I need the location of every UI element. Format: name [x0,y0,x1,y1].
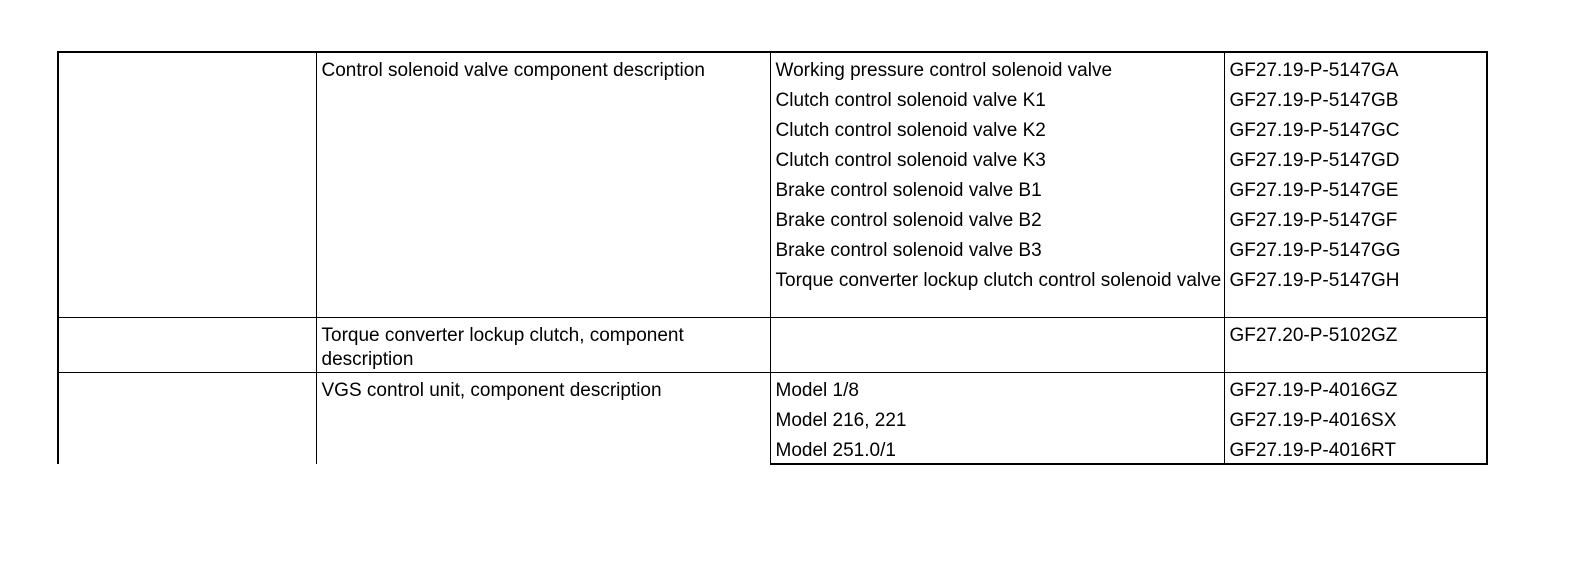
document-number: GF27.19-P-5147GA [1229,60,1399,81]
document-number: GF27.19-P-5147GC [1229,120,1400,141]
component-text [776,318,1224,324]
description-text: Torque converter lockup clutch, component description [321,325,684,370]
component-text: Model 216, 221 [775,410,907,431]
component-cell [770,52,1224,83]
document-cell [1224,83,1487,113]
description-text: VGS control unit, component description [321,380,662,401]
component-text: Clutch control solenoid valve K3 [775,150,1046,171]
table-row [58,52,1487,83]
component-cell [770,373,1224,404]
table-row [58,373,1487,404]
document-number: GF27.19-P-5147GE [1229,180,1399,201]
document-number: GF27.20-P-5102GZ [1229,325,1398,346]
component-text: Model 251.0/1 [775,440,896,461]
document-cell [1224,203,1487,233]
blank-cell [58,373,316,465]
document-number: GF27.19-P-5147GF [1229,210,1398,231]
document-cell [1224,403,1487,433]
component-text: Brake control solenoid valve B1 [775,180,1042,201]
document-number: GF27.19-P-5147GB [1229,90,1399,111]
component-cell [770,173,1224,203]
description-cell [316,52,770,318]
blank-cell [58,318,316,373]
component-cell [770,83,1224,113]
document-cell [1224,113,1487,143]
document-cell [1224,173,1487,203]
document-cell [1224,373,1487,404]
document-number: GF27.19-P-4016RT [1229,440,1397,461]
component-text: Brake control solenoid valve B3 [775,240,1042,261]
document-number: GF27.19-P-5147GG [1229,240,1401,261]
component-cell [770,263,1224,318]
description-text: Control solenoid valve component description [321,60,705,81]
description-cell [316,318,770,373]
document-number: GF27.19-P-5147GH [1229,270,1400,291]
component-cell [770,403,1224,433]
document-number: GF27.19-P-4016GZ [1229,380,1398,401]
document-cell [1224,233,1487,263]
document-number: GF27.19-P-5147GD [1229,150,1400,171]
component-text: Clutch control solenoid valve K1 [775,90,1046,111]
description-cell [316,373,770,465]
component-cell [770,203,1224,233]
component-cell [770,433,1224,464]
component-cell [770,143,1224,173]
document-cell [1224,318,1487,373]
document-cell [1224,263,1487,318]
document-cell [1224,52,1487,83]
component-text: Clutch control solenoid valve K2 [775,120,1046,141]
component-cell [770,113,1224,143]
component-text: Brake control solenoid valve B2 [775,210,1042,231]
document-cell [1224,433,1487,464]
component-text: Model 1/8 [775,380,859,401]
component-text: Torque converter lockup clutch control solenoid valve [775,270,1222,291]
blank-cell [58,52,316,318]
document-number: GF27.19-P-4016SX [1229,410,1397,431]
component-cell [770,233,1224,263]
component-text: Working pressure control solenoid valve [775,60,1113,81]
reference-table [57,51,1488,465]
document-cell [1224,143,1487,173]
component-cell [770,318,1224,373]
table-row [58,318,1487,373]
